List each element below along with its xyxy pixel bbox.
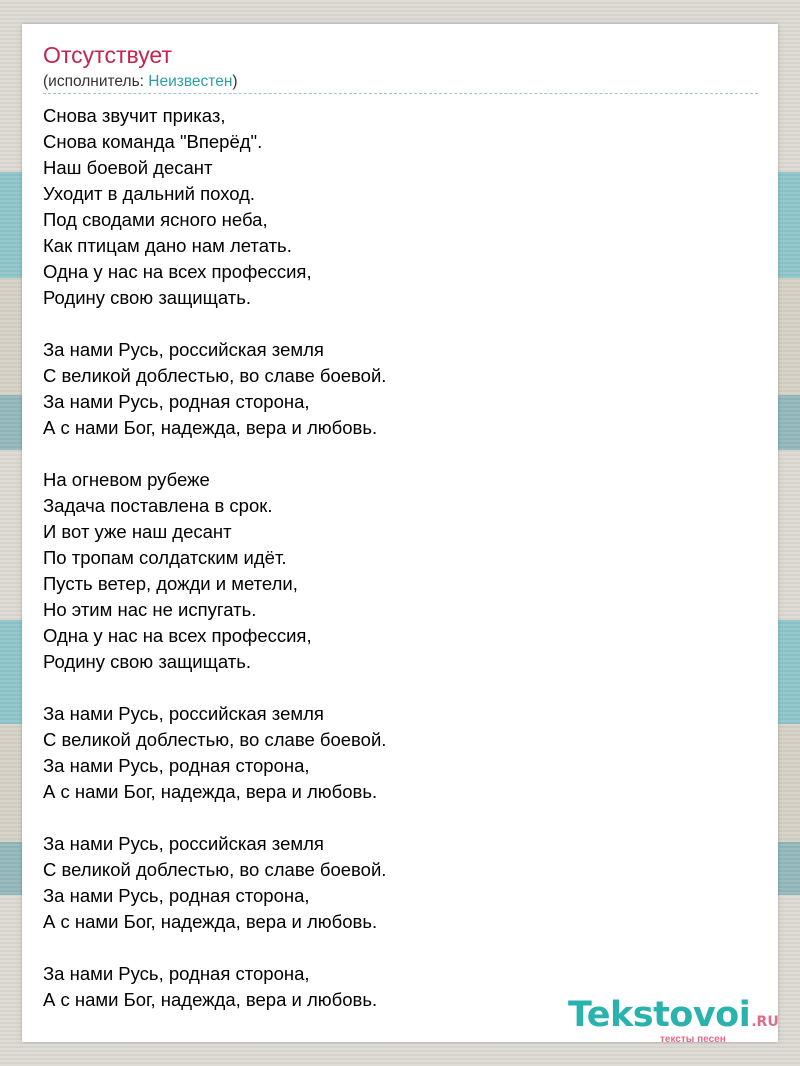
stanza-break (43, 311, 743, 337)
lyric-line: За нами Русь, родная сторона, (43, 391, 310, 412)
lyric-line: С великой доблестью, во славе боевой. (43, 729, 387, 750)
lyric-line: А с нами Бог, надежда, вера и любовь. (43, 417, 378, 438)
artist-link[interactable]: Неизвестен (148, 73, 233, 90)
lyric-line: Одна у нас на всех профессия, (43, 625, 312, 646)
stanza-break (43, 441, 743, 467)
stanza-break (43, 805, 743, 831)
lyric-line: Одна у нас на всех профессия, (43, 261, 312, 282)
lyric-line: Уходит в дальний поход. (43, 183, 256, 204)
lyric-line: За нами Русь, родная сторона, (43, 755, 310, 776)
lyric-line: Родину свою защищать. (43, 287, 251, 308)
lyric-line: Под сводами ясного неба, (43, 209, 268, 230)
logo-tagline: тексты песен (660, 1034, 726, 1045)
lyric-line: За нами Русь, родная сторона, (43, 963, 310, 984)
lyric-line: А с нами Бог, надежда, вера и любовь. (43, 781, 378, 802)
lyrics-card (22, 24, 779, 1045)
artist-prefix: (исполнитель: (43, 73, 149, 90)
lyric-line: С великой доблестью, во славе боевой. (43, 859, 387, 880)
site-logo[interactable] (568, 995, 779, 1046)
lyric-line: За нами Русь, российская земля (43, 703, 324, 724)
lyrics-text (43, 103, 743, 1013)
lyric-line: А с нами Бог, надежда, вера и любовь. (43, 911, 378, 932)
lyric-line: Наш боевой десант (43, 157, 213, 178)
lyric-line: За нами Русь, российская земля (43, 339, 324, 360)
lyric-line: На огневом рубеже (43, 469, 210, 490)
lyric-line: Снова звучит приказ, (43, 105, 226, 126)
lyric-line: Как птицам дано нам летать. (43, 235, 292, 256)
lyric-line: С великой доблестью, во славе боевой. (43, 365, 387, 386)
lyric-line: А с нами Бог, надежда, вера и любовь. (43, 989, 378, 1010)
stanza-break (43, 675, 743, 701)
stanza-break (43, 935, 743, 961)
lyric-line: По тропам солдатским идёт. (43, 547, 287, 568)
lyric-line: Задача поставлена в срок. (43, 495, 273, 516)
lyric-line: Снова команда "Вперёд". (43, 131, 263, 152)
lyric-line: Но этим нас не испугать. (43, 599, 257, 620)
song-title: Отсутствует (43, 42, 172, 68)
logo-wordmark (568, 995, 779, 1035)
lyric-line: И вот уже наш десант (43, 521, 232, 542)
lyric-line: За нами Русь, российская земля (43, 833, 324, 854)
lyric-line: Пусть ветер, дожди и метели, (43, 573, 298, 594)
logo-name: Tekstovoi (568, 995, 751, 1035)
title-divider (43, 93, 758, 94)
artist-line (43, 73, 238, 91)
artist-suffix: ) (232, 73, 238, 90)
lyric-line: За нами Русь, родная сторона, (43, 885, 310, 906)
logo-tld: .RU (751, 1014, 779, 1030)
lyric-line: Родину свою защищать. (43, 651, 251, 672)
